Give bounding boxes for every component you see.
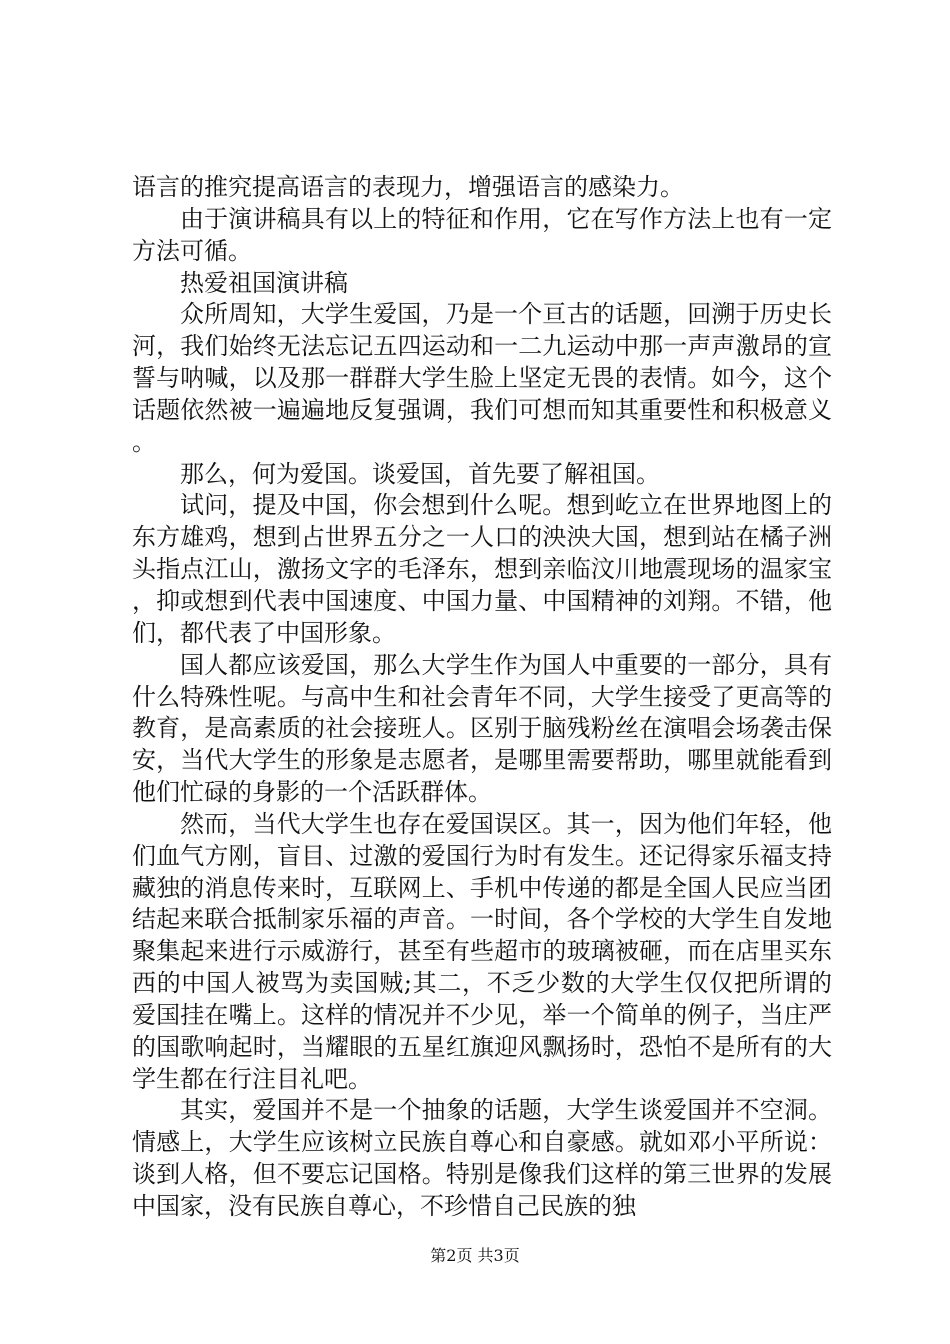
paragraph-9: 其实，爱国并不是一个抽象的话题，大学生谈爱国并不空洞。情感上，大学生应该树立民族自尊心和自豪感。就如邓小平所说：谈到人格，但不要忘记国格。特别是像我们这样的第三世界的发展中国家，没有民族自尊心，不珍惜自己民族的独: [132, 1096, 832, 1220]
paragraph-7: 国人都应该爱国，那么大学生作为国人中重要的一部分，具有什么特殊性呢。与高中生和社会青年不同，大学生接受了更高等的教育，是高素质的社会接班人。区别于脑残粉丝在演唱会场袭击保安，当代大学生的形象是志愿者，是哪里需要帮助，哪里就能看到他们忙碌的身影的一个活跃群体。: [132, 650, 832, 807]
paragraph-5: 那么，何为爱国。谈爱国，首先要了解祖国。: [180, 459, 660, 488]
section-title: 热爱祖国演讲稿: [180, 268, 348, 297]
paragraph-2: 由于演讲稿具有以上的特征和作用，它在写作方法上也有一定方法可循。: [132, 204, 832, 265]
paragraph-6: 试问，提及中国，你会想到什么呢。想到屹立在世界地图上的东方雄鸡，想到占世界五分之一人口的泱泱大国，想到站在橘子洲头指点江山，激扬文字的毛泽东，想到亲临汶川地震现场的温家宝，抑或想到代表中国速度、中国力量、中国精神的刘翔。不错，他们，都代表了中国形象。: [132, 491, 832, 647]
paragraph-1: 语言的推究提高语言的表现力，增强语言的感染力。: [132, 173, 684, 201]
paragraph-8: 然而，当代大学生也存在爱国误区。其一，因为他们年轻，他们血气方刚，盲目、过激的爱国行为时有发生。还记得家乐福支持藏独的消息传来时，互联网上、手机中传递的都是全国人民应当团结起来联合抵制家乐福的声音。一时间，各个学校的大学生自发地聚集起来进行示威游行，甚至有些超市的玻璃被砸，而在店里买东西的中国人被骂为卖国贼;其二，不乏少数的大学生仅仅把所谓的爱国挂在嘴上。这样的情况并不少见，举一个简单的例子，当庄严的国歌响起时，当耀眼的五星红旗迎风飘扬时，恐怕不是所有的大学生都在行注目礼吧。: [132, 809, 832, 1093]
body-text: [132, 172, 832, 1223]
page-number: 第2页 共3页: [430, 1246, 520, 1265]
paragraph-4: 众所周知，大学生爱国，乃是一个亘古的话题，回溯于历史长河，我们始终无法忘记五四运动和一二九运动中那一声声激昂的宣誓与呐喊，以及那一群群大学生脸上坚定无畏的表情。如今，这个话题依然被一遍遍地反复强调，我们可想而知其重要性和积极意义。: [132, 300, 832, 456]
